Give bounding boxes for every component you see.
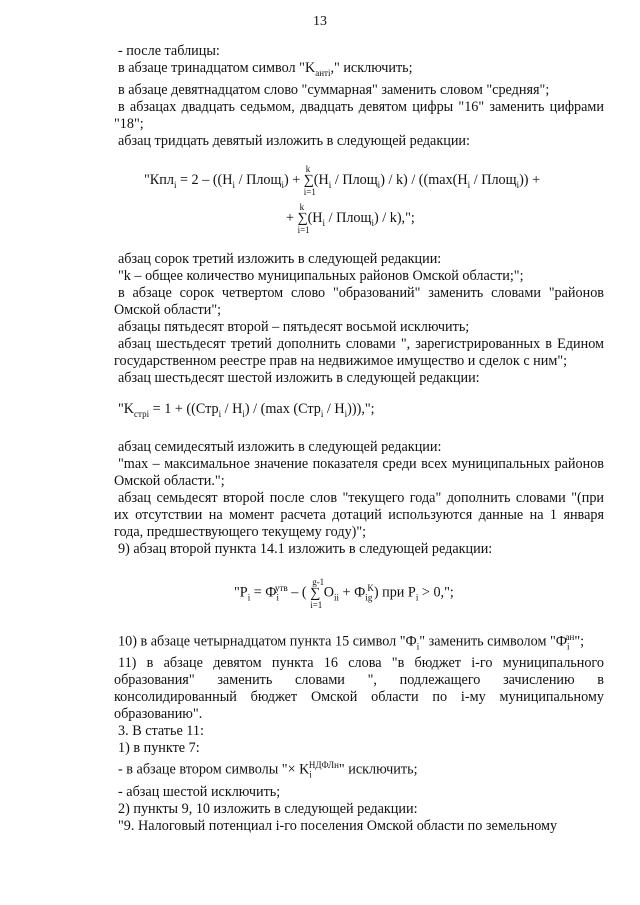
paragraph: 3. В статье 11: bbox=[118, 723, 204, 740]
sum-symbol: k ∑ i=1 bbox=[303, 163, 316, 197]
document-body bbox=[114, 43, 604, 835]
paragraph: "max – максимальное значение показателя среди всех муниципальных районов Омской области."; bbox=[114, 456, 604, 490]
paragraph: 9) абзац второй пункта 14.1 изложить в следующей редакции: bbox=[118, 541, 493, 558]
paragraph: абзац тридцать девятый изложить в следующей редакции: bbox=[118, 132, 470, 149]
paragraph: абзац семидесятый изложить в следующей редакции: bbox=[118, 439, 442, 456]
paragraph: - после таблицы: bbox=[118, 43, 220, 59]
paragraph: "k – общее количество муниципальных районов Омской области;"; bbox=[118, 268, 524, 285]
page-number: 13 bbox=[313, 14, 327, 29]
formula-pi: "$P_i = Ф_i^{утв}$ – ( g-1 ∑ i=1 $O_{ii} + Ф_{ig}^K$) при $P_i > 0$,"; bbox=[234, 577, 454, 611]
paragraph: - в абзаце втором символы "× $K_i^{НДФЛн}$" исключить; bbox=[118, 760, 418, 780]
paragraph: 10) в абзаце четырнадцатом пункта 15 символ "$Ф_i$" заменить символом "$Ф_i^{ан}$"; bbox=[118, 631, 585, 652]
paragraph: в абзаце тринадцатом символ "$K_{анті}$," исключить; bbox=[118, 60, 413, 78]
paragraph: абзац шестьдесят шестой изложить в следующей редакции: bbox=[118, 370, 480, 387]
formula-kstr: "$K_{стрi} = 1 + ((Стр_i / H_i) / (\max$ $(Стр_i / H_i)$)),"; bbox=[118, 401, 375, 420]
paragraph: абзацы пятьдесят второй – пятьдесят восьмой исключить; bbox=[118, 319, 470, 336]
paragraph: в абзаце девятнадцатом слово "суммарная" заменить словом "средняя"; bbox=[118, 81, 550, 98]
paragraph: в абзаце сорок четвертом слово "образований" заменить словами "районов Омской области"; bbox=[114, 285, 604, 319]
paragraph: в абзацах двадцать седьмом, двадцать девятом цифры "16" заменить цифрами "18"; bbox=[114, 98, 604, 132]
paragraph: абзац сорок третий изложить в следующей редакции: bbox=[118, 251, 442, 268]
paragraph: 2) пункты 9, 10 изложить в следующей редакции: bbox=[118, 801, 418, 817]
paragraph: 1) в пункте 7: bbox=[118, 740, 200, 757]
sum-symbol: g-1 ∑ i=1 bbox=[310, 577, 325, 611]
sum-symbol: k ∑ i=1 bbox=[297, 201, 310, 235]
paragraph: 11) в абзаце девятом пункта 16 слова "в бюджет i-го муниципального образования" заменить словами ", подлежащего зачислению в консолидированный бюджет Омской области по i-му муниципальному образованию". bbox=[114, 655, 604, 723]
formula-kpl: "$Кпл_i = 2 - ((H_i$ / Площ$_i$) + k ∑ i=1 ($H_i$ / Площ$_i$) / $k) / ((\max(H_i$ / Площ$_i$)) + bbox=[144, 163, 541, 197]
paragraph: - абзац шестой исключить; bbox=[118, 784, 281, 800]
formula-kpl-line2: + k ∑ i=1 ($H_i$ / Площ$_i$) / k),"; bbox=[286, 201, 415, 235]
paragraph: абзац семьдесят второй после слов "текущего года" дополнить словами "(при их отсутствии на момент расчета дотаций используются данные на 1 января года, предшествующего текущему году)"; bbox=[114, 490, 604, 541]
paragraph: "9. Налоговый потенциал i-го поселения Омской области по земельному bbox=[118, 818, 558, 834]
paragraph: абзац шестьдесят третий дополнить словами ", зарегистрированных в Едином государственном реестре прав на недвижимое имущество и сделок с ним"; bbox=[114, 336, 604, 370]
